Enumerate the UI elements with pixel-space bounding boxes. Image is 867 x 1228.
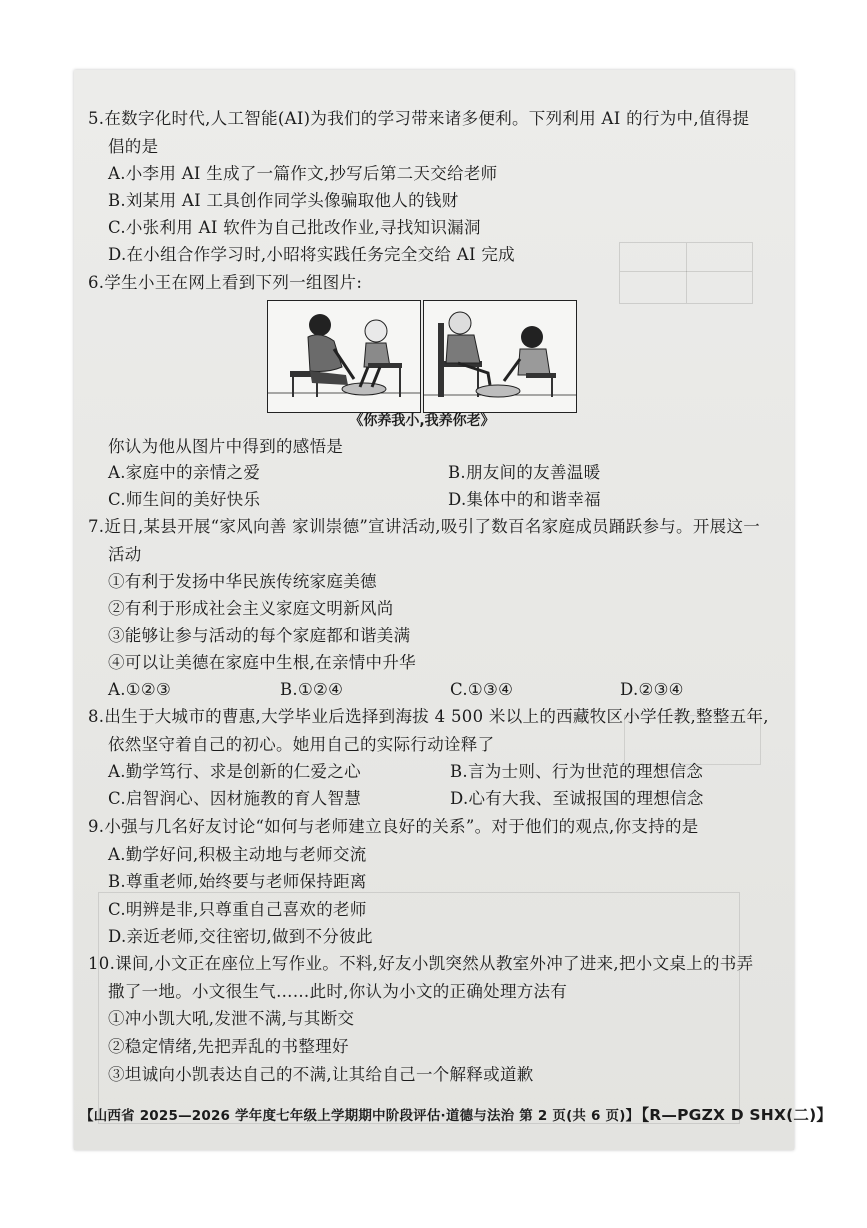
cartoon-figure (267, 300, 577, 413)
q9-option-d: D.亲近老师,交往密切,做到不分彼此 (108, 927, 373, 946)
q6-option-a: A.家庭中的亲情之爱 (108, 463, 261, 482)
footer-paper-code: 【R—PGZX D SHX(二)】 (641, 1106, 833, 1124)
q9-option-c: C.明辨是非,只尊重自己喜欢的老师 (108, 900, 367, 919)
q9-stem: 9.小强与几名好友讨论“如何与老师建立良好的关系”。对于他们的观点,你支持的是 (88, 817, 699, 836)
q6-option-b: B.朋友间的友善温暖 (448, 463, 601, 482)
q5-stem-line2: 倡的是 (108, 137, 159, 156)
q8-stem-line2: 依然坚守着自己的初心。她用自己的实际行动诠释了 (108, 735, 495, 754)
q7-stem-line1: 7.近日,某县开展“家风向善 家训崇德”宣讲活动,吸引了数百名家庭成员踊跃参与。开展这一 (88, 517, 761, 536)
q10-statement-1: ①冲小凯大吼,发泄不满,与其断交 (108, 1009, 355, 1028)
q8-option-a: A.勤学笃行、求是创新的仁爱之心 (108, 762, 361, 781)
q7-stem-line2: 活动 (108, 545, 142, 564)
q7-statement-1: ①有利于发扬中华民族传统家庭美德 (108, 572, 377, 591)
exam-page (74, 70, 833, 1150)
q8-option-b: B.言为士则、行为世范的理想信念 (450, 762, 704, 781)
q6-question: 你认为他从图片中得到的感悟是 (108, 437, 344, 456)
q9-option-b: B.尊重老师,始终要与老师保持距离 (108, 872, 367, 891)
q10-stem-line1: 10.课间,小文正在座位上写作业。不料,好友小凯突然从教室外冲了进来,把小文桌上的书弄 (88, 954, 754, 973)
q5-option-d: D.在小组合作学习时,小昭将实践任务完全交给 AI 完成 (108, 245, 515, 264)
q10-stem-line2: 撒了一地。小文很生气……此时,你认为小文的正确处理方法有 (108, 982, 568, 1001)
q5-stem-line1: 5.在数字化时代,人工智能(AI)为我们的学习带来诸多便利。下列利用 AI 的行为中,值得提 (88, 109, 750, 128)
q7-option-a: A.①②③ (108, 680, 172, 699)
q9-option-a: A.勤学好问,积极主动地与老师交流 (108, 845, 367, 864)
footer-exam-info: 【山西省 2025—2026 学年度七年级上学期期中阶段评估·道德与法治 第 2 页(共 6 页)】 (80, 1108, 640, 1124)
q8-stem-line1: 8.出生于大城市的曹惠,大学毕业后选择到海拔 4 500 米以上的西藏牧区小学任教,整整五年, (88, 707, 769, 726)
q10-statement-3: ③坦诚向小凯表达自己的不满,让其给自己一个解释或道歉 (108, 1065, 534, 1084)
q7-option-c: C.①③④ (450, 680, 514, 699)
q6-option-c: C.师生间的美好快乐 (108, 490, 261, 509)
q6-stem: 6.学生小王在网上看到下列一组图片: (88, 273, 363, 292)
q6-option-d: D.集体中的和谐幸福 (448, 490, 601, 509)
cartoon-panel-mother-washing-child-feet (267, 300, 421, 413)
q7-option-d: D.②③④ (620, 680, 684, 699)
q5-option-c: C.小张利用 AI 软件为自己批改作业,寻找知识漏洞 (108, 218, 481, 237)
q8-option-c: C.启智润心、因材施教的育人智慧 (108, 789, 362, 808)
q7-option-b: B.①②④ (280, 680, 344, 699)
q7-statement-2: ②有利于形成社会主义家庭文明新风尚 (108, 599, 394, 618)
q7-statement-3: ③能够让参与活动的每个家庭都和谐美满 (108, 626, 411, 645)
cartoon-caption: 《你养我小,我养你老》 (349, 413, 495, 429)
q8-option-d: D.心有大我、至诚报国的理想信念 (450, 789, 704, 808)
q5-option-b: B.刘某用 AI 工具创作同学头像骗取他人的钱财 (108, 191, 459, 210)
score-box-showthrough (619, 242, 753, 304)
cartoon-panel-son-washing-mother-feet (423, 300, 577, 413)
q10-statement-2: ②稳定情绪,先把弄乱的书整理好 (108, 1037, 349, 1056)
q5-option-a: A.小李用 AI 生成了一篇作文,抄写后第二天交给老师 (108, 164, 498, 183)
page-footer (80, 1103, 832, 1125)
q7-statement-4: ④可以让美德在家庭中生根,在亲情中升华 (108, 653, 416, 672)
